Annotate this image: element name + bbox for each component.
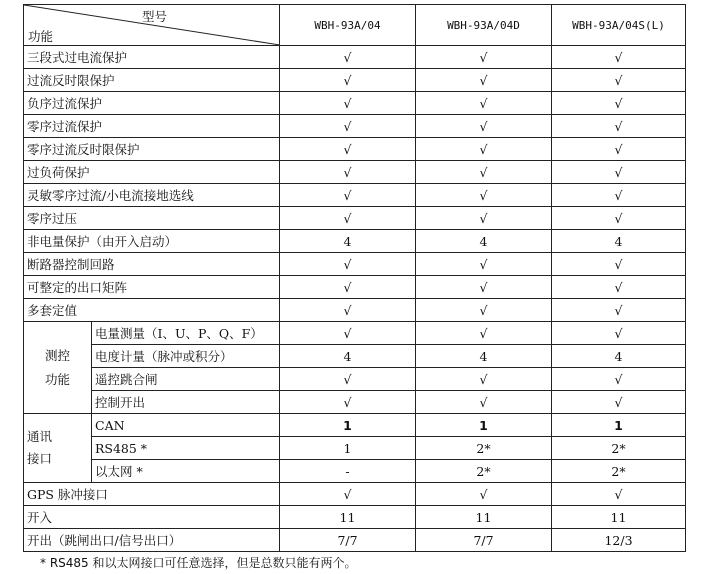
table-row: [24, 207, 686, 230]
value-cell: √: [416, 138, 552, 161]
value-cell: √: [416, 322, 552, 345]
table-row: [24, 69, 686, 92]
sub-function-label: 遥控跳合闸: [92, 368, 280, 391]
group-label-cell: [24, 414, 92, 483]
value-cell: √: [280, 322, 416, 345]
table-row: [24, 46, 686, 69]
table-row: [24, 345, 686, 368]
function-label: 灵敏零序过流/小电流接地选线: [24, 184, 280, 207]
table-row: [24, 460, 686, 483]
function-label: 过负荷保护: [24, 161, 280, 184]
value-cell: √: [416, 161, 552, 184]
value-cell: √: [416, 46, 552, 69]
value-cell: √: [416, 184, 552, 207]
value-cell: √: [552, 322, 686, 345]
function-label: 断路器控制回路: [24, 253, 280, 276]
function-label: 开入: [24, 506, 280, 529]
function-label: 零序过流保护: [24, 115, 280, 138]
sub-function-label: CAN: [92, 414, 280, 437]
value-cell: -: [280, 460, 416, 483]
model-header-1: WBH-93A/04: [280, 5, 416, 46]
value-cell: √: [280, 276, 416, 299]
value-cell: 2*: [416, 460, 552, 483]
table-row: [24, 276, 686, 299]
value-cell: 2*: [416, 437, 552, 460]
spec-table-container: [23, 4, 685, 552]
function-label: 负序过流保护: [24, 92, 280, 115]
function-label: 可整定的出口矩阵: [24, 276, 280, 299]
value-cell: √: [552, 368, 686, 391]
function-label: 过流反时限保护: [24, 69, 280, 92]
table-row: [24, 184, 686, 207]
table-row: [24, 437, 686, 460]
function-spec-table: [23, 4, 686, 552]
model-header-2: WBH-93A/04D: [416, 5, 552, 46]
protection-rows: [24, 46, 686, 322]
measure-group-rows: [24, 322, 686, 414]
value-cell: √: [552, 138, 686, 161]
value-cell: √: [552, 253, 686, 276]
table-row: [24, 506, 686, 529]
group-label-line1: 测控: [44, 347, 70, 363]
value-cell: √: [552, 69, 686, 92]
value-cell: √: [416, 391, 552, 414]
value-cell: 4: [552, 230, 686, 253]
value-cell: 2*: [552, 437, 686, 460]
table-row: [24, 414, 686, 437]
group-label-cell: [24, 322, 92, 414]
value-cell: 12/3: [552, 529, 686, 552]
value-cell: √: [280, 115, 416, 138]
value-cell: √: [552, 92, 686, 115]
value-cell: 1: [280, 437, 416, 460]
function-label: 开出（跳闸出口/信号出口）: [24, 529, 280, 552]
table-row: [24, 253, 686, 276]
sub-function-label: RS485 *: [92, 437, 280, 460]
value-cell: √: [280, 391, 416, 414]
value-cell: 4: [280, 345, 416, 368]
value-cell: √: [552, 391, 686, 414]
value-cell: √: [416, 299, 552, 322]
function-label: 零序过流反时限保护: [24, 138, 280, 161]
value-cell: √: [280, 253, 416, 276]
table-row: [24, 92, 686, 115]
value-cell: √: [552, 483, 686, 506]
table-row: [24, 529, 686, 552]
group-label-line1: 通讯: [27, 429, 53, 444]
value-cell: 7/7: [280, 529, 416, 552]
sub-function-label: 以太网 *: [92, 460, 280, 483]
value-cell: √: [552, 207, 686, 230]
value-cell: 4: [416, 230, 552, 253]
value-cell: √: [552, 276, 686, 299]
function-label: 三段式过电流保护: [24, 46, 280, 69]
value-cell: √: [280, 184, 416, 207]
value-cell: √: [416, 207, 552, 230]
footnote: * RS485 和以太网接口可任意选择，但是总数只能有两个。: [40, 556, 357, 570]
value-cell: √: [280, 207, 416, 230]
table-row: [24, 138, 686, 161]
value-cell: 1: [280, 414, 416, 437]
sub-function-label: 控制开出: [92, 391, 280, 414]
function-label: GPS 脉冲接口: [24, 483, 280, 506]
group-label-line2: 功能: [44, 371, 70, 387]
value-cell: √: [416, 115, 552, 138]
value-cell: √: [552, 161, 686, 184]
table-row: [24, 299, 686, 322]
sub-function-label: 电量测量（I、U、P、Q、F）: [92, 322, 280, 345]
value-cell: √: [552, 46, 686, 69]
value-cell: √: [280, 161, 416, 184]
function-label: 非电量保护（由开入启动）: [24, 230, 280, 253]
value-cell: √: [552, 115, 686, 138]
header-function-label: 功能: [28, 29, 54, 44]
value-cell: √: [552, 299, 686, 322]
model-header-3: WBH-93A/04S(L): [552, 5, 686, 46]
header-row: [24, 5, 686, 46]
table-row: [24, 391, 686, 414]
value-cell: 2*: [552, 460, 686, 483]
value-cell: √: [416, 483, 552, 506]
value-cell: 11: [552, 506, 686, 529]
function-label: 零序过压: [24, 207, 280, 230]
group-label-line2: 接口: [27, 451, 53, 466]
value-cell: √: [280, 46, 416, 69]
table-row: [24, 230, 686, 253]
table-row: [24, 115, 686, 138]
value-cell: √: [280, 69, 416, 92]
value-cell: 11: [280, 506, 416, 529]
value-cell: √: [552, 184, 686, 207]
function-label: 多套定值: [24, 299, 280, 322]
other-rows: [24, 483, 686, 552]
value-cell: √: [416, 368, 552, 391]
value-cell: 4: [416, 345, 552, 368]
header-diagonal-cell: [24, 5, 280, 46]
header-model-label: 型号: [142, 9, 168, 24]
value-cell: √: [280, 368, 416, 391]
value-cell: √: [280, 92, 416, 115]
value-cell: √: [280, 299, 416, 322]
table-row: [24, 483, 686, 506]
value-cell: 4: [280, 230, 416, 253]
value-cell: 7/7: [416, 529, 552, 552]
table-row: [24, 322, 686, 345]
value-cell: √: [416, 276, 552, 299]
value-cell: 4: [552, 345, 686, 368]
value-cell: 1: [552, 414, 686, 437]
comm-group-rows: [24, 414, 686, 483]
value-cell: √: [280, 138, 416, 161]
sub-function-label: 电度计量（脉冲或积分）: [92, 345, 280, 368]
value-cell: √: [416, 253, 552, 276]
value-cell: √: [416, 92, 552, 115]
table-row: [24, 368, 686, 391]
table-row: [24, 161, 686, 184]
value-cell: √: [280, 483, 416, 506]
value-cell: 11: [416, 506, 552, 529]
value-cell: √: [416, 69, 552, 92]
value-cell: 1: [416, 414, 552, 437]
